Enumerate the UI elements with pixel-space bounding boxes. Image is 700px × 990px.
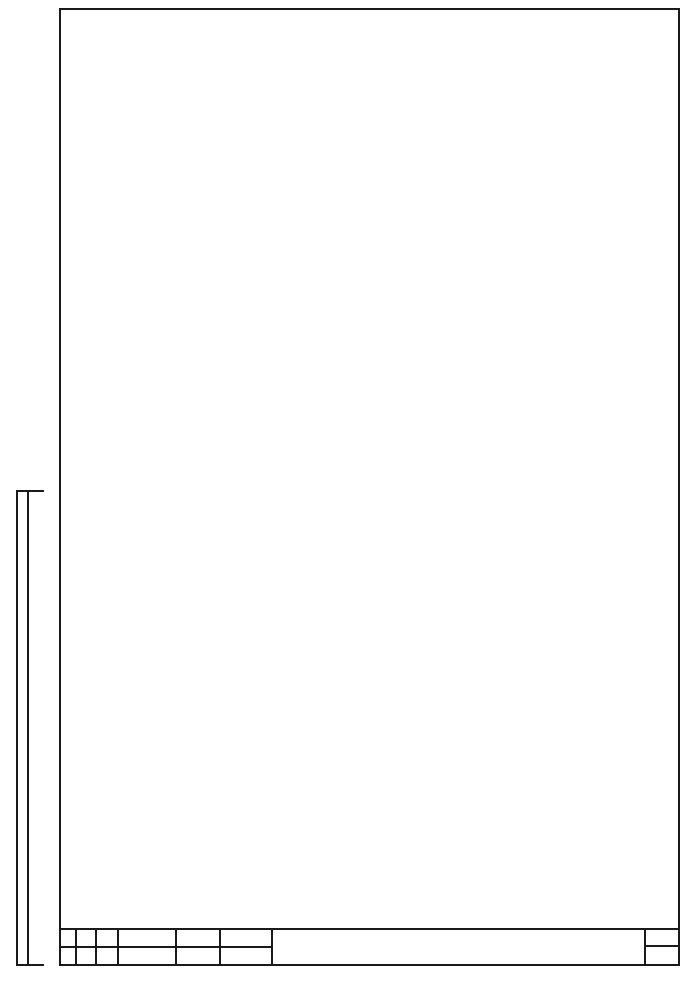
sheet-box-divider	[646, 945, 680, 947]
side-stamp-divider	[27, 490, 29, 966]
title-block-line	[59, 946, 273, 948]
title-block-line	[75, 930, 77, 966]
title-block-line	[95, 930, 97, 966]
title-block-line	[117, 930, 119, 966]
title-block	[59, 928, 680, 966]
title-block-line	[219, 930, 221, 966]
sheet-number-box	[644, 928, 680, 966]
page-frame	[59, 8, 680, 966]
side-stamp-column	[16, 490, 44, 966]
title-block-line	[175, 930, 177, 966]
title-block-line	[271, 930, 273, 966]
